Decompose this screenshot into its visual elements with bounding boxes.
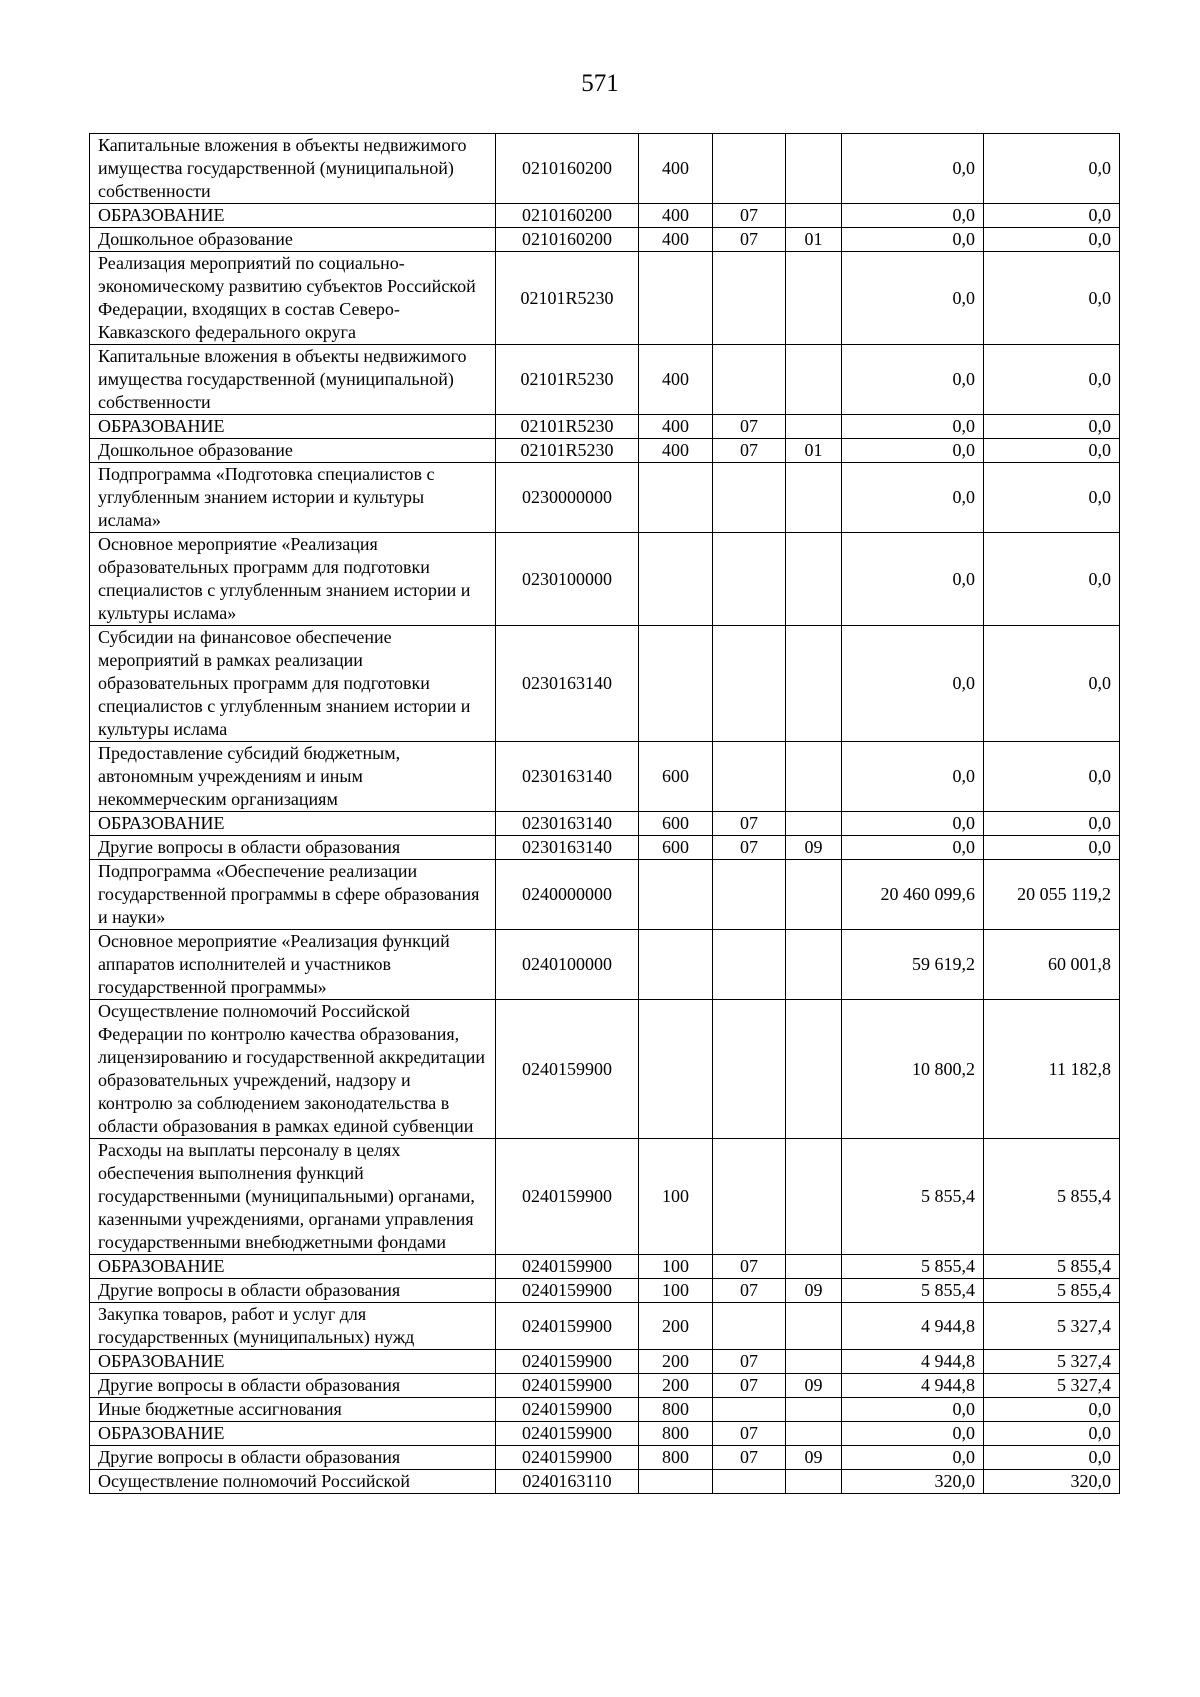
expense-type-cell: 600 (639, 742, 713, 812)
table-row (90, 415, 1120, 439)
target-article-cell: 02101R5230 (496, 252, 639, 345)
expense-type-cell: 600 (639, 836, 713, 860)
table-row (90, 439, 1120, 463)
table-row (90, 533, 1120, 626)
target-article-cell: 0240159900 (496, 1350, 639, 1374)
target-article-cell: 02101R5230 (496, 439, 639, 463)
section-cell: 07 (713, 1279, 786, 1303)
section-cell (713, 463, 786, 533)
expense-type-cell (639, 1470, 713, 1494)
amount-year1-cell: 0,0 (842, 204, 984, 228)
amount-year1-cell: 4 944,8 (842, 1350, 984, 1374)
subsection-cell (786, 415, 842, 439)
table-row (90, 836, 1120, 860)
subsection-cell: 09 (786, 836, 842, 860)
name-cell: Капитальные вложения в объекты недвижимого имущества государственной (муниципальной) собственности (90, 345, 496, 415)
target-article-cell: 02101R5230 (496, 415, 639, 439)
target-article-cell: 0240159900 (496, 1255, 639, 1279)
section-cell (713, 1000, 786, 1139)
subsection-cell (786, 1255, 842, 1279)
amount-year2-cell: 5 327,4 (984, 1374, 1120, 1398)
amount-year2-cell: 0,0 (984, 742, 1120, 812)
name-cell: Подпрограмма «Подготовка специалистов с углубленным знанием истории и культуры ислама» (90, 463, 496, 533)
table-row (90, 1279, 1120, 1303)
expense-type-cell: 800 (639, 1398, 713, 1422)
table-row (90, 345, 1120, 415)
expense-type-cell: 400 (639, 134, 713, 204)
amount-year1-cell: 0,0 (842, 1446, 984, 1470)
expense-type-cell: 400 (639, 204, 713, 228)
subsection-cell: 09 (786, 1446, 842, 1470)
subsection-cell: 09 (786, 1374, 842, 1398)
amount-year1-cell: 0,0 (842, 1422, 984, 1446)
amount-year2-cell: 5 855,4 (984, 1255, 1120, 1279)
expense-type-cell: 200 (639, 1374, 713, 1398)
amount-year1-cell: 0,0 (842, 228, 984, 252)
target-article-cell: 0240159900 (496, 1000, 639, 1139)
page-number: 571 (581, 70, 619, 97)
target-article-cell: 02101R5230 (496, 345, 639, 415)
name-cell: ОБРАЗОВАНИЕ (90, 1350, 496, 1374)
table-row (90, 252, 1120, 345)
name-cell: Дошкольное образование (90, 439, 496, 463)
amount-year1-cell: 10 800,2 (842, 1000, 984, 1139)
amount-year2-cell: 5 855,4 (984, 1279, 1120, 1303)
amount-year1-cell: 4 944,8 (842, 1303, 984, 1350)
section-cell: 07 (713, 204, 786, 228)
subsection-cell: 09 (786, 1279, 842, 1303)
subsection-cell (786, 1422, 842, 1446)
table-row (90, 742, 1120, 812)
amount-year1-cell: 0,0 (842, 439, 984, 463)
subsection-cell (786, 463, 842, 533)
section-cell (713, 1139, 786, 1255)
name-cell: ОБРАЗОВАНИЕ (90, 1255, 496, 1279)
expense-type-cell (639, 860, 713, 930)
target-article-cell: 0230163140 (496, 626, 639, 742)
amount-year2-cell: 0,0 (984, 812, 1120, 836)
expense-type-cell: 400 (639, 228, 713, 252)
section-cell (713, 930, 786, 1000)
name-cell: Основное мероприятие «Реализация функций аппаратов исполнителей и участников государственной программы» (90, 930, 496, 1000)
amount-year1-cell: 0,0 (842, 345, 984, 415)
table-body (90, 134, 1120, 1494)
table-row (90, 1303, 1120, 1350)
subsection-cell (786, 204, 842, 228)
target-article-cell: 0240159900 (496, 1303, 639, 1350)
subsection-cell (786, 1470, 842, 1494)
amount-year2-cell: 0,0 (984, 439, 1120, 463)
section-cell: 07 (713, 1446, 786, 1470)
table-row (90, 1470, 1120, 1494)
amount-year1-cell: 0,0 (842, 463, 984, 533)
amount-year2-cell: 0,0 (984, 134, 1120, 204)
subsection-cell (786, 134, 842, 204)
expense-type-cell (639, 930, 713, 1000)
section-cell: 07 (713, 1374, 786, 1398)
expense-type-cell: 400 (639, 415, 713, 439)
table-row (90, 860, 1120, 930)
target-article-cell: 0240159900 (496, 1374, 639, 1398)
table-row (90, 1446, 1120, 1470)
amount-year2-cell: 0,0 (984, 1446, 1120, 1470)
subsection-cell (786, 533, 842, 626)
amount-year1-cell: 5 855,4 (842, 1255, 984, 1279)
expense-type-cell: 800 (639, 1422, 713, 1446)
name-cell: Осуществление полномочий Российской Федерации по контролю качества образования, лицензированию и государственной аккредитации образовательных учреждений, надзору и контролю за соблюдением законодательства в области образования в рамках единой субвенции (90, 1000, 496, 1139)
amount-year1-cell: 0,0 (842, 812, 984, 836)
amount-year2-cell: 0,0 (984, 228, 1120, 252)
amount-year1-cell: 0,0 (842, 533, 984, 626)
name-cell: ОБРАЗОВАНИЕ (90, 1422, 496, 1446)
name-cell: ОБРАЗОВАНИЕ (90, 204, 496, 228)
expense-type-cell (639, 252, 713, 345)
amount-year1-cell: 0,0 (842, 742, 984, 812)
amount-year2-cell: 0,0 (984, 1422, 1120, 1446)
target-article-cell: 0240163110 (496, 1470, 639, 1494)
amount-year2-cell: 0,0 (984, 252, 1120, 345)
table-row (90, 1350, 1120, 1374)
table-row (90, 228, 1120, 252)
section-cell: 07 (713, 415, 786, 439)
amount-year1-cell: 0,0 (842, 415, 984, 439)
section-cell (713, 134, 786, 204)
name-cell: Иные бюджетные ассигнования (90, 1398, 496, 1422)
table-row (90, 626, 1120, 742)
expense-type-cell (639, 533, 713, 626)
expense-type-cell (639, 463, 713, 533)
expense-type-cell: 800 (639, 1446, 713, 1470)
amount-year1-cell: 4 944,8 (842, 1374, 984, 1398)
subsection-cell (786, 626, 842, 742)
section-cell: 07 (713, 1422, 786, 1446)
amount-year2-cell: 0,0 (984, 1398, 1120, 1422)
name-cell: ОБРАЗОВАНИЕ (90, 415, 496, 439)
section-cell: 07 (713, 1350, 786, 1374)
subsection-cell (786, 742, 842, 812)
name-cell: Основное мероприятие «Реализация образовательных программ для подготовки специалистов с углубленным знанием истории и культуры ислама» (90, 533, 496, 626)
amount-year1-cell: 320,0 (842, 1470, 984, 1494)
name-cell: Расходы на выплаты персоналу в целях обеспечения выполнения функций государственными (муниципальными) органами, казенными учреждениями, органами управления государственными внебюджетными фондами (90, 1139, 496, 1255)
section-cell (713, 626, 786, 742)
expense-type-cell: 400 (639, 345, 713, 415)
amount-year2-cell: 0,0 (984, 836, 1120, 860)
section-cell: 07 (713, 439, 786, 463)
amount-year2-cell: 5 327,4 (984, 1303, 1120, 1350)
target-article-cell: 0240159900 (496, 1422, 639, 1446)
amount-year2-cell: 20 055 119,2 (984, 860, 1120, 930)
name-cell: Реализация мероприятий по социально-экономическому развитию субъектов Российской Федерации, входящих в состав Северо-Кавказского федерального округа (90, 252, 496, 345)
table-row (90, 204, 1120, 228)
target-article-cell: 0240159900 (496, 1139, 639, 1255)
section-cell: 07 (713, 812, 786, 836)
subsection-cell (786, 1398, 842, 1422)
name-cell: Капитальные вложения в объекты недвижимого имущества государственной (муниципальной) собственности (90, 134, 496, 204)
name-cell: Подпрограмма «Обеспечение реализации государственной программы в сфере образования и науки» (90, 860, 496, 930)
name-cell: Субсидии на финансовое обеспечение мероприятий в рамках реализации образовательных программ для подготовки специалистов с углубленным знанием истории и культуры ислама (90, 626, 496, 742)
expense-type-cell: 600 (639, 812, 713, 836)
amount-year2-cell: 0,0 (984, 204, 1120, 228)
table-row (90, 134, 1120, 204)
section-cell (713, 1303, 786, 1350)
table-row (90, 463, 1120, 533)
target-article-cell: 0230000000 (496, 463, 639, 533)
amount-year2-cell: 0,0 (984, 626, 1120, 742)
subsection-cell (786, 1303, 842, 1350)
name-cell: Дошкольное образование (90, 228, 496, 252)
name-cell: Другие вопросы в области образования (90, 1374, 496, 1398)
target-article-cell: 0240100000 (496, 930, 639, 1000)
amount-year2-cell: 60 001,8 (984, 930, 1120, 1000)
subsection-cell (786, 252, 842, 345)
amount-year2-cell: 320,0 (984, 1470, 1120, 1494)
name-cell: Другие вопросы в области образования (90, 1446, 496, 1470)
amount-year2-cell: 0,0 (984, 533, 1120, 626)
subsection-cell (786, 860, 842, 930)
subsection-cell (786, 1000, 842, 1139)
section-cell (713, 1398, 786, 1422)
table-row (90, 812, 1120, 836)
table-row (90, 930, 1120, 1000)
amount-year1-cell: 5 855,4 (842, 1279, 984, 1303)
expense-type-cell (639, 1000, 713, 1139)
subsection-cell (786, 1139, 842, 1255)
target-article-cell: 0240000000 (496, 860, 639, 930)
target-article-cell: 0240159900 (496, 1279, 639, 1303)
target-article-cell: 0230163140 (496, 812, 639, 836)
amount-year2-cell: 11 182,8 (984, 1000, 1120, 1139)
amount-year1-cell: 59 619,2 (842, 930, 984, 1000)
amount-year1-cell: 0,0 (842, 134, 984, 204)
section-cell (713, 742, 786, 812)
amount-year1-cell: 0,0 (842, 626, 984, 742)
amount-year2-cell: 5 855,4 (984, 1139, 1120, 1255)
amount-year1-cell: 0,0 (842, 836, 984, 860)
name-cell: Предоставление субсидий бюджетным, автономным учреждениям и иным некоммерческим организациям (90, 742, 496, 812)
amount-year2-cell: 0,0 (984, 463, 1120, 533)
expense-type-cell (639, 626, 713, 742)
section-cell (713, 533, 786, 626)
amount-year1-cell: 20 460 099,6 (842, 860, 984, 930)
amount-year1-cell: 5 855,4 (842, 1139, 984, 1255)
section-cell (713, 345, 786, 415)
table-row (90, 1374, 1120, 1398)
expense-type-cell: 100 (639, 1255, 713, 1279)
subsection-cell: 01 (786, 439, 842, 463)
target-article-cell: 0240159900 (496, 1398, 639, 1422)
section-cell (713, 252, 786, 345)
subsection-cell (786, 930, 842, 1000)
target-article-cell: 0230163140 (496, 836, 639, 860)
expense-type-cell: 100 (639, 1279, 713, 1303)
target-article-cell: 0230163140 (496, 742, 639, 812)
section-cell (713, 860, 786, 930)
name-cell: Другие вопросы в области образования (90, 836, 496, 860)
amount-year2-cell: 5 327,4 (984, 1350, 1120, 1374)
subsection-cell (786, 812, 842, 836)
expense-type-cell: 100 (639, 1139, 713, 1255)
name-cell: ОБРАЗОВАНИЕ (90, 812, 496, 836)
table-row (90, 1398, 1120, 1422)
target-article-cell: 0210160200 (496, 134, 639, 204)
table-row (90, 1255, 1120, 1279)
target-article-cell: 0230100000 (496, 533, 639, 626)
name-cell: Другие вопросы в области образования (90, 1279, 496, 1303)
amount-year1-cell: 0,0 (842, 1398, 984, 1422)
section-cell (713, 1470, 786, 1494)
section-cell: 07 (713, 836, 786, 860)
section-cell: 07 (713, 228, 786, 252)
table-row (90, 1422, 1120, 1446)
budget-table (89, 133, 1120, 1494)
subsection-cell (786, 345, 842, 415)
target-article-cell: 0210160200 (496, 204, 639, 228)
target-article-cell: 0240159900 (496, 1446, 639, 1470)
amount-year2-cell: 0,0 (984, 415, 1120, 439)
subsection-cell: 01 (786, 228, 842, 252)
table-row (90, 1139, 1120, 1255)
expense-type-cell: 200 (639, 1350, 713, 1374)
table-row (90, 1000, 1120, 1139)
name-cell: Осуществление полномочий Российской (90, 1470, 496, 1494)
name-cell: Закупка товаров, работ и услуг для государственных (муниципальных) нужд (90, 1303, 496, 1350)
expense-type-cell: 200 (639, 1303, 713, 1350)
expense-type-cell: 400 (639, 439, 713, 463)
amount-year2-cell: 0,0 (984, 345, 1120, 415)
subsection-cell (786, 1350, 842, 1374)
amount-year1-cell: 0,0 (842, 252, 984, 345)
section-cell: 07 (713, 1255, 786, 1279)
target-article-cell: 0210160200 (496, 228, 639, 252)
